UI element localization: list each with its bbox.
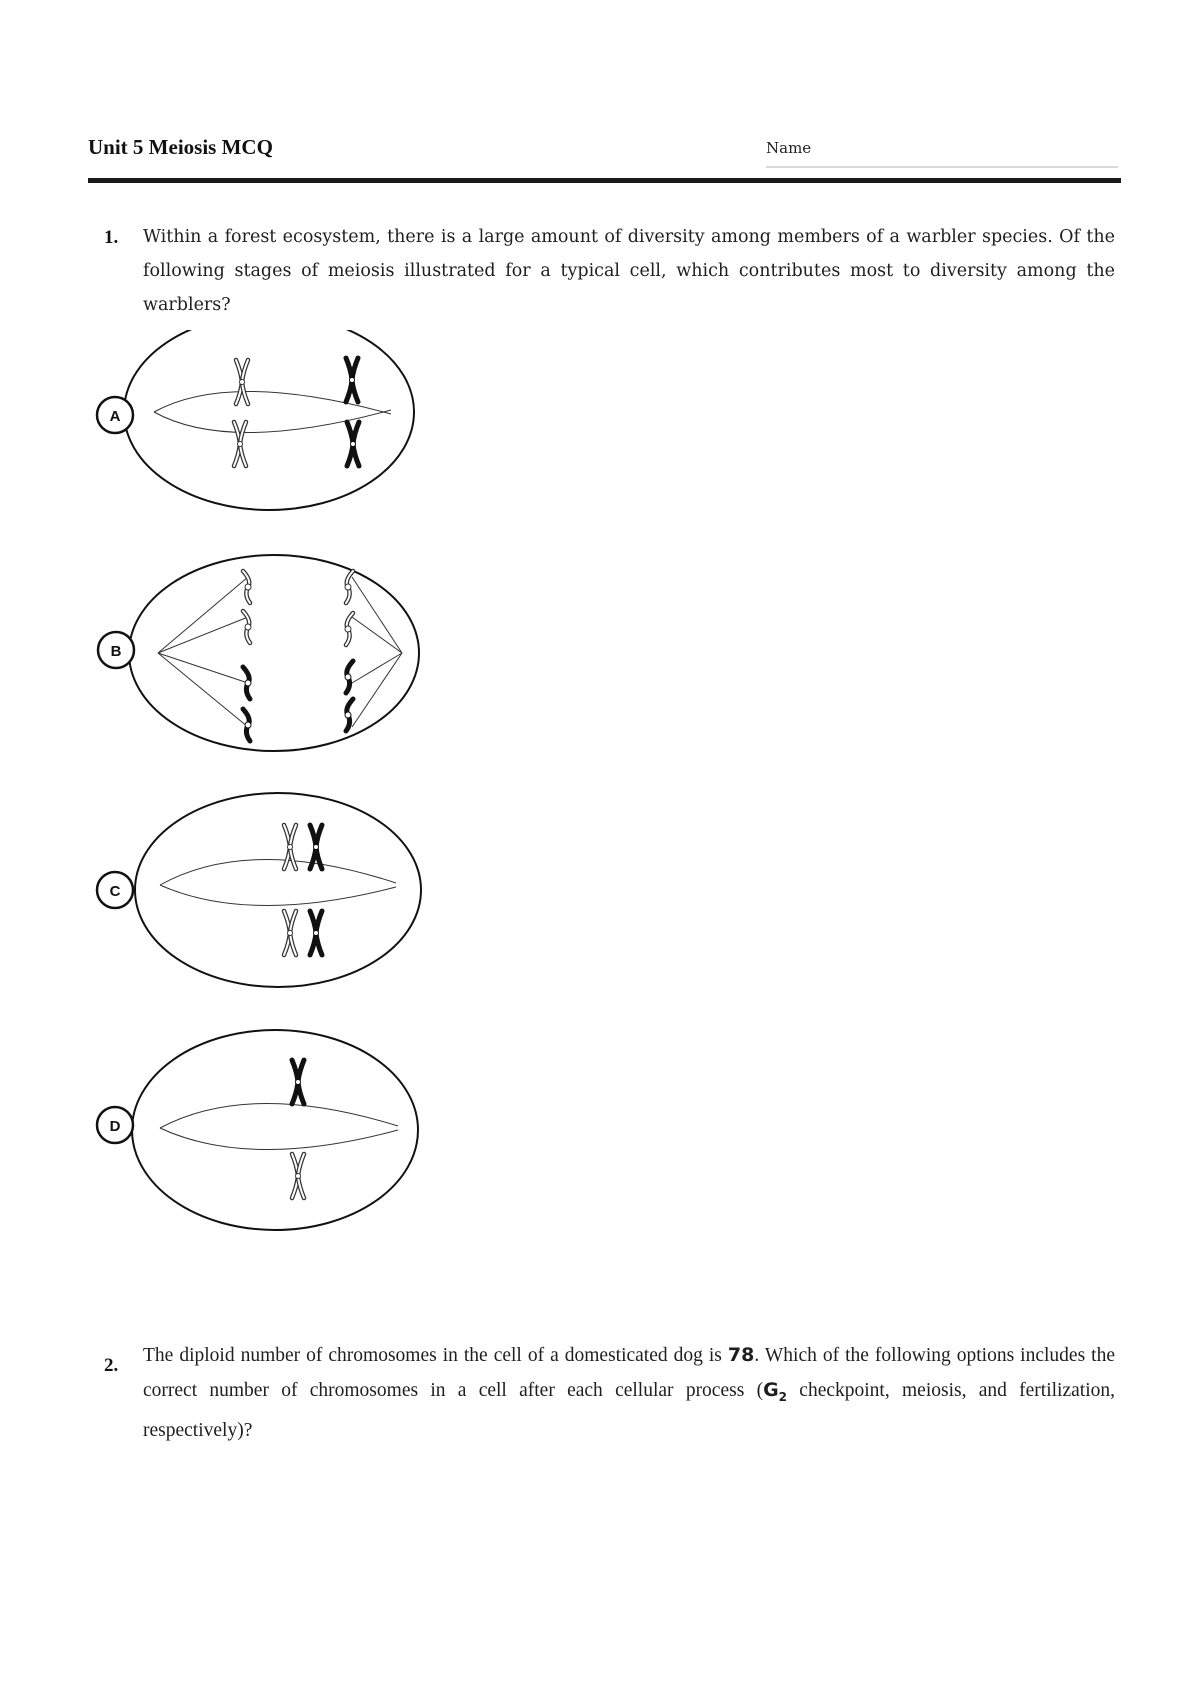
stage-a [97, 330, 414, 510]
name-field-line[interactable] [766, 166, 1118, 168]
option-c-label: C [109, 883, 121, 900]
question-2-number: 2. [104, 1355, 119, 1376]
option-d-label: D [109, 1118, 121, 1135]
question-2-text [143, 1338, 1115, 1448]
question-2-text-part1: The diploid number of chromosomes in the cell of a domesticated dog is [143, 1345, 728, 1366]
option-a-label: A [109, 408, 121, 425]
g2-checkpoint-symbol: $G_2$ [763, 1379, 788, 1404]
stage-c [97, 793, 421, 987]
stage-d [97, 1030, 418, 1230]
option-b-label: B [110, 643, 122, 660]
diploid-number: 78 [727, 1344, 755, 1366]
header-rule [88, 178, 1121, 183]
question-2-text-part3: checkpoint, meiosis, and fertilization, respectively)? [143, 1380, 1115, 1441]
meiosis-stages-diagram [80, 330, 460, 1275]
question-2-text-part2: . Which of the following options includes the correct number of chromosomes in a cell after each cellular process ( [143, 1345, 1115, 1401]
name-label: Name [766, 139, 812, 157]
question-1-text: Within a forest ecosystem, there is a large amount of diversity among members of a warbler species. Of the following stages of meiosis illustrated for a typical cell, which contributes most to diversity among the warblers? [143, 227, 1115, 315]
stage-b [98, 555, 419, 751]
page-title: Unit 5 Meiosis MCQ [88, 135, 273, 159]
question-1-number: 1. [104, 227, 119, 248]
